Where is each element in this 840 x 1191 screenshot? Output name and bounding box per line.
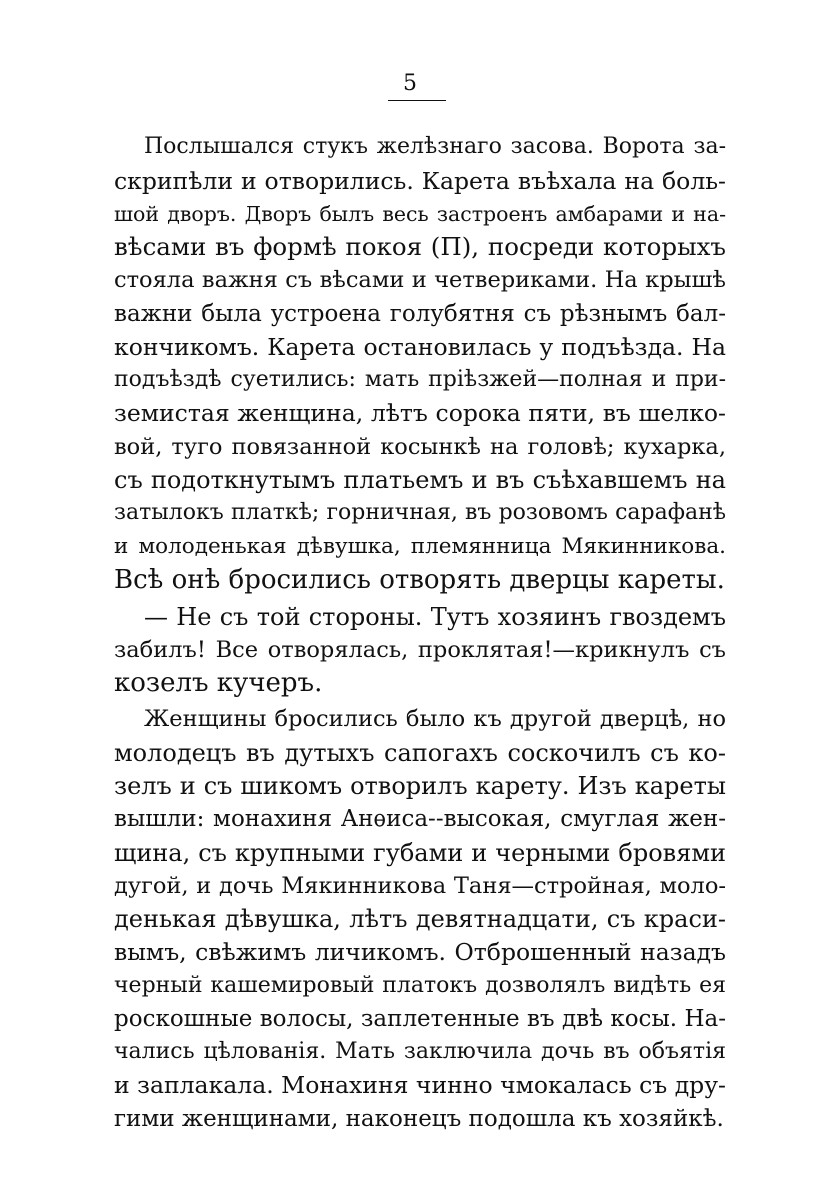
paragraph-1-line-12: затылокъ платкѣ; горничная, въ розовомъ сарафанѣ <box>114 500 726 525</box>
paragraph-1-line-7: кончикомъ. Карета остановилась у подъѣзда. На <box>114 333 726 361</box>
paragraph-1-line-10: вой, туго повязанной косынкѣ на головѣ; кухарка, <box>114 434 726 460</box>
page-number-rule <box>388 100 446 101</box>
paragraph-1-line-2: скрипѣли и отворились. Карета въѣхала на боль- <box>114 167 726 195</box>
paragraph-3-line-12: и заплакала. Монахиня чинно чмокалась съ дру- <box>114 1071 726 1099</box>
paragraph-3-line-11: чались цѣлованiя. Мать заключила дочь въ объятiя <box>114 1039 726 1064</box>
paragraph-1-line-1: Послышался стукъ желѣзнаго засова. Ворота за- <box>144 134 726 159</box>
paragraph-3-line-4: вышли: монахиня Анѳиса--высокая, смуглая жен- <box>114 806 726 832</box>
paragraph-3-line-9: черный кашемировый платокъ дозволялъ видѣть ея <box>114 973 726 998</box>
paragraph-3-line-1: Женщины бросились было къ другой дверцѣ, но <box>144 706 726 732</box>
paragraph-3-line-5: щина, съ крупными губами и черными бровями <box>114 839 726 867</box>
page-number: 5 <box>403 71 417 96</box>
paragraph-3-line-13: гими женщинами, наконецъ подошла къ хозяйкѣ. <box>114 1106 724 1132</box>
paragraph-1-line-3: шой дворъ. Дворъ былъ весь застроенъ амбарами и на- <box>114 202 726 226</box>
paragraph-1-line-11: съ подоткнутымъ платьемъ и въ съѣхавшемъ на <box>114 466 726 494</box>
paragraph-3-line-3: зелъ и съ шикомъ отворилъ карету. Изъ кареты <box>114 772 726 800</box>
paragraph-1-line-14: Всѣ онѣ бросились отворять дверцы кареты. <box>114 565 725 595</box>
paragraph-3-line-7: денькая дѣвушка, лѣтъ девятнадцати, съ краси- <box>114 905 726 933</box>
paragraph-3-line-2: молодецъ въ дутыхъ сапогахъ соскочилъ съ ко- <box>114 739 726 767</box>
paragraph-1-line-9: земистая женщина, лѣтъ сорока пяти, въ шелко- <box>114 399 726 427</box>
paragraph-3-line-10: роскошные волосы, заплетенные въ двѣ косы. На- <box>114 1006 726 1032</box>
paragraph-3-line-6: дугой, и дочь Мякинникова Таня—стройная, моло- <box>114 873 726 899</box>
paragraph-1-line-8: подъѣздѣ суетились: мать прiѣзжей—полная и при- <box>114 367 726 392</box>
paragraph-1-line-6: важни была устроена голубятня съ рѣзнымъ бал- <box>114 301 726 327</box>
paragraph-3-line-8: вымъ, свѣжимъ личикомъ. Отброшенный назадъ <box>114 938 726 966</box>
paragraph-1-line-13: и молоденькая дѣвушка, племянница Мякинникова. <box>114 534 726 559</box>
paragraph-2-line-2: забилъ! Все отворялась, проклятая!—крикнулъ съ <box>114 637 726 663</box>
paragraph-2-line-3: козелъ кучеръ. <box>114 668 323 698</box>
paragraph-1-line-4: вѣсами въ формѣ покоя (П), посреди которыхъ <box>114 232 726 261</box>
paragraph-2-line-1: — Не съ той стороны. Тутъ хозяинъ гвоздемъ <box>144 603 726 631</box>
paragraph-1-line-5: стояла важня съ вѣсами и четвериками. На крышѣ <box>114 267 726 293</box>
